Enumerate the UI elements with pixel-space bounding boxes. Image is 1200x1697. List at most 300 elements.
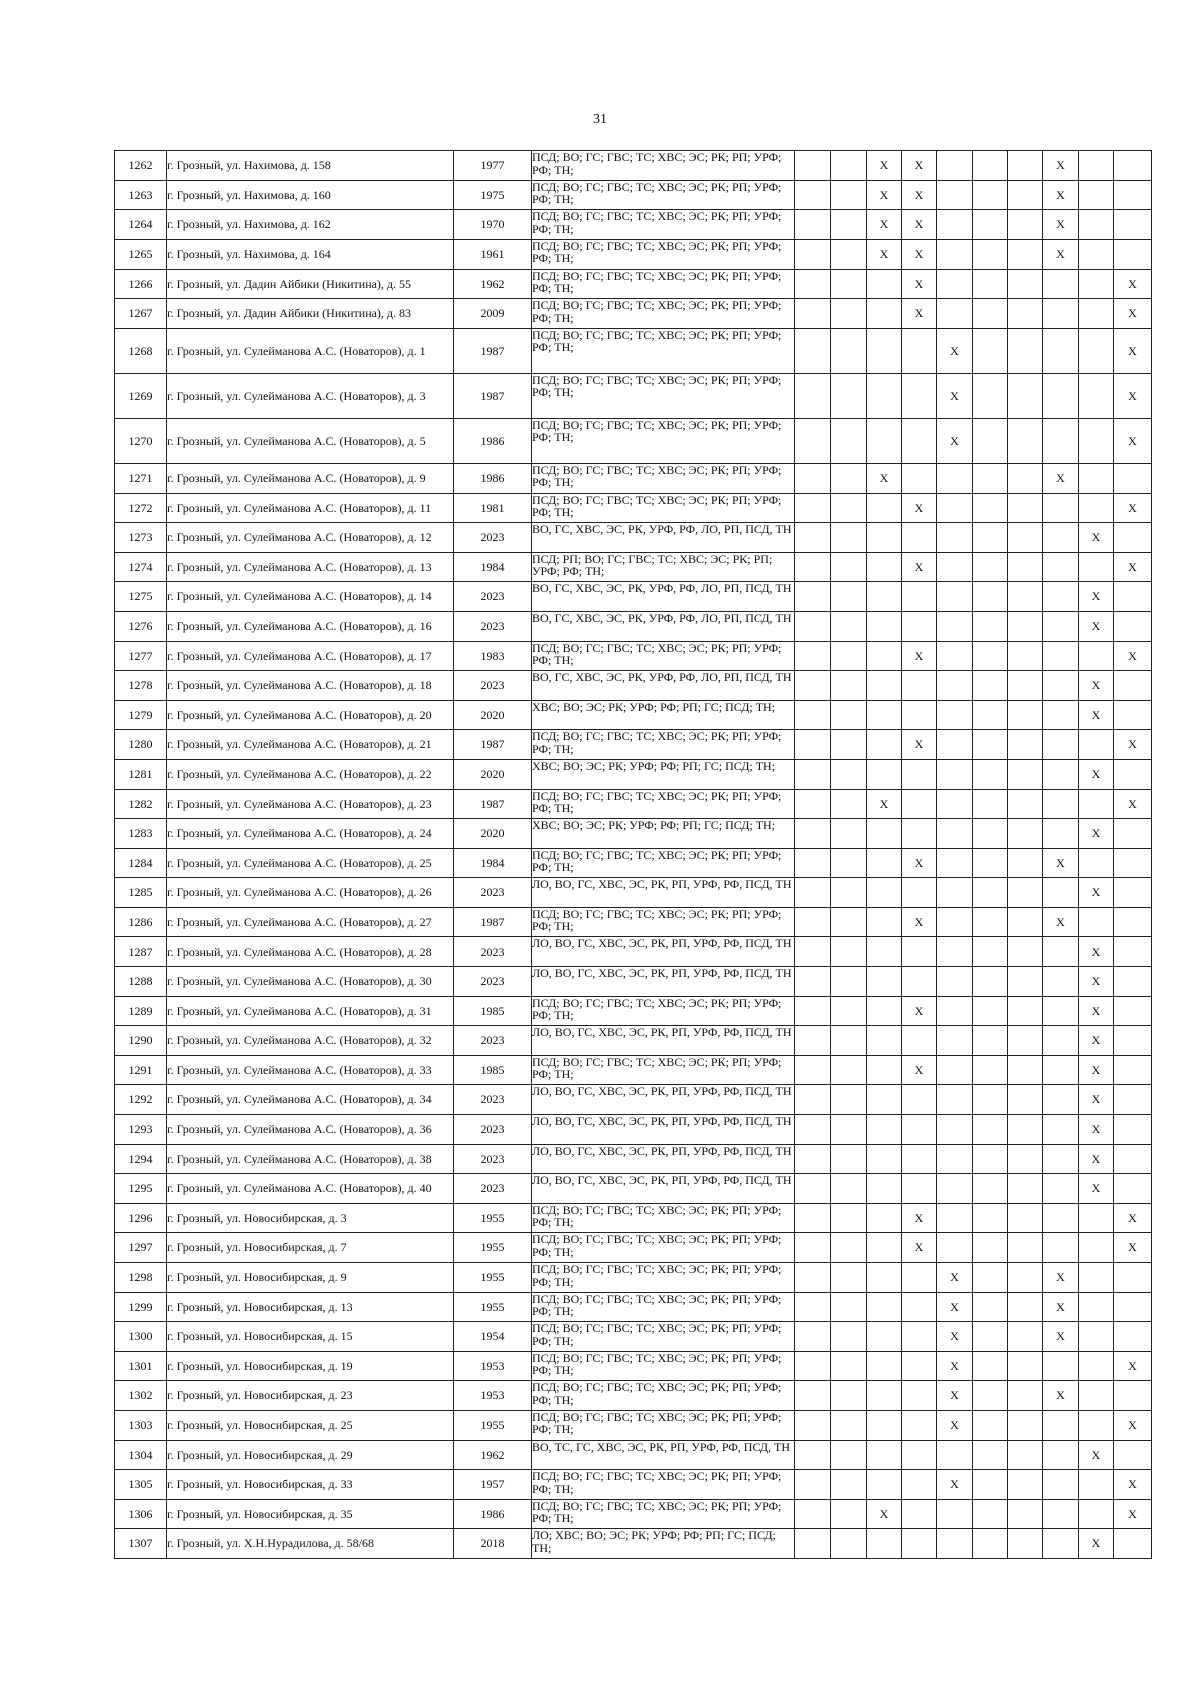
year-cell: 1962 bbox=[454, 269, 532, 299]
mark-cell bbox=[1079, 269, 1114, 299]
mark-cell bbox=[902, 1351, 937, 1381]
address-cell: г. Грозный, ул. Сулейманова А.С. (Новаторов), д. 23 bbox=[167, 789, 454, 819]
mark-cell: X bbox=[1079, 819, 1114, 849]
mark-cell bbox=[867, 730, 902, 760]
mark-cell: X bbox=[1079, 937, 1114, 967]
works-list-cell: ПСД; ВО; ГС; ГВС; ТС; ХВС; ЭС; РК; РП; УРФ; РФ; ТН; bbox=[532, 418, 795, 463]
mark-cell bbox=[795, 1440, 831, 1470]
mark-cell bbox=[1114, 523, 1152, 553]
mark-cell bbox=[867, 1322, 902, 1352]
table-row bbox=[115, 493, 1152, 523]
mark-cell bbox=[795, 1351, 831, 1381]
mark-cell: X bbox=[937, 1410, 973, 1440]
mark-cell bbox=[1043, 373, 1079, 418]
mark-cell bbox=[902, 1499, 937, 1529]
mark-cell bbox=[973, 210, 1008, 240]
works-list-cell: ПСД; ВО; ГС; ГВС; ТС; ХВС; ЭС; РК; РП; УРФ; РФ; ТН; bbox=[532, 789, 795, 819]
mark-cell bbox=[1079, 373, 1114, 418]
mark-cell bbox=[1043, 1055, 1079, 1085]
mark-cell bbox=[902, 819, 937, 849]
mark-cell bbox=[795, 418, 831, 463]
mark-cell bbox=[795, 730, 831, 760]
mark-cell bbox=[902, 373, 937, 418]
mark-cell: X bbox=[902, 1055, 937, 1085]
table-row bbox=[115, 418, 1152, 463]
mark-cell bbox=[937, 299, 973, 329]
mark-cell bbox=[867, 1351, 902, 1381]
table-row bbox=[115, 819, 1152, 849]
address-cell: г. Грозный, ул. Сулейманова А.С. (Новаторов), д. 32 bbox=[167, 1026, 454, 1056]
table-row bbox=[115, 878, 1152, 908]
mark-cell: X bbox=[902, 299, 937, 329]
address-cell: г. Грозный, ул. Сулейманова А.С. (Новаторов), д. 34 bbox=[167, 1085, 454, 1115]
mark-cell bbox=[795, 1144, 831, 1174]
mark-cell bbox=[831, 1529, 867, 1559]
mark-cell bbox=[1008, 582, 1043, 612]
mark-cell bbox=[973, 611, 1008, 641]
row-number-cell: 1280 bbox=[115, 730, 167, 760]
mark-cell: X bbox=[1079, 1055, 1114, 1085]
mark-cell: X bbox=[1079, 1440, 1114, 1470]
mark-cell bbox=[1008, 1055, 1043, 1085]
row-number-cell: 1264 bbox=[115, 210, 167, 240]
mark-cell bbox=[795, 789, 831, 819]
works-list-cell: ПСД; ВО; ГС; ГВС; ТС; ХВС; ЭС; РК; РП; УРФ; РФ; ТН; bbox=[532, 151, 795, 181]
mark-cell bbox=[1079, 1410, 1114, 1440]
address-cell: г. Грозный, ул. Новосибирская, д. 3 bbox=[167, 1203, 454, 1233]
address-cell: г. Грозный, ул. Сулейманова А.С. (Новаторов), д. 31 bbox=[167, 996, 454, 1026]
year-cell: 1962 bbox=[454, 1440, 532, 1470]
mark-cell bbox=[1043, 730, 1079, 760]
year-cell: 1961 bbox=[454, 239, 532, 269]
table-row bbox=[115, 1322, 1152, 1352]
table-row bbox=[115, 996, 1152, 1026]
mark-cell bbox=[1043, 611, 1079, 641]
works-list-cell: ЛО; ХВС; ВО; ЭС; РК; УРФ; РФ; РП; ГС; ПСД; ТН; bbox=[532, 1529, 795, 1559]
mark-cell bbox=[1114, 210, 1152, 240]
mark-cell: X bbox=[902, 180, 937, 210]
address-cell: г. Грозный, ул. Новосибирская, д. 15 bbox=[167, 1322, 454, 1352]
mark-cell bbox=[1079, 180, 1114, 210]
mark-cell: X bbox=[1114, 789, 1152, 819]
mark-cell bbox=[937, 671, 973, 701]
mark-cell bbox=[1008, 1381, 1043, 1411]
mark-cell bbox=[1079, 151, 1114, 181]
row-number-cell: 1283 bbox=[115, 819, 167, 849]
mark-cell: X bbox=[1043, 907, 1079, 937]
address-cell: г. Грозный, ул. Новосибирская, д. 35 bbox=[167, 1499, 454, 1529]
mark-cell bbox=[937, 180, 973, 210]
mark-cell bbox=[1114, 878, 1152, 908]
mark-cell bbox=[795, 848, 831, 878]
mark-cell bbox=[1008, 1203, 1043, 1233]
mark-cell bbox=[973, 373, 1008, 418]
works-list-cell: ЛО, ВО, ГС, ХВС, ЭС, РК, РП, УРФ, РФ, ПСД, ТН bbox=[532, 937, 795, 967]
mark-cell bbox=[1114, 819, 1152, 849]
mark-cell bbox=[1079, 299, 1114, 329]
table-row bbox=[115, 1233, 1152, 1263]
mark-cell bbox=[1114, 463, 1152, 493]
mark-cell bbox=[831, 1292, 867, 1322]
mark-cell bbox=[1008, 151, 1043, 181]
mark-cell bbox=[1008, 1263, 1043, 1293]
mark-cell bbox=[1008, 1440, 1043, 1470]
mark-cell bbox=[1008, 1470, 1043, 1500]
works-list-cell: ПСД; ВО; ГС; ГВС; ТС; ХВС; ЭС; РК; РП; УРФ; РФ; ТН; bbox=[532, 1322, 795, 1352]
mark-cell bbox=[1043, 1174, 1079, 1204]
mark-cell bbox=[795, 1381, 831, 1411]
mark-cell bbox=[867, 700, 902, 730]
mark-cell bbox=[795, 523, 831, 553]
mark-cell bbox=[831, 463, 867, 493]
mark-cell bbox=[1114, 671, 1152, 701]
mark-cell bbox=[831, 1470, 867, 1500]
year-cell: 2023 bbox=[454, 1085, 532, 1115]
mark-cell: X bbox=[1114, 299, 1152, 329]
mark-cell bbox=[902, 611, 937, 641]
works-list-cell: ЛО, ВО, ГС, ХВС, ЭС, РК, РП, УРФ, РФ, ПСД, ТН bbox=[532, 967, 795, 997]
mark-cell: X bbox=[1079, 1529, 1114, 1559]
mark-cell bbox=[1043, 1470, 1079, 1500]
mark-cell bbox=[1008, 1085, 1043, 1115]
mark-cell bbox=[973, 1470, 1008, 1500]
table-row bbox=[115, 299, 1152, 329]
mark-cell bbox=[795, 878, 831, 908]
mark-cell bbox=[902, 878, 937, 908]
mark-cell bbox=[937, 996, 973, 1026]
works-list-cell: ХВС; ВО; ЭС; РК; УРФ; РФ; РП; ГС; ПСД; ТН; bbox=[532, 700, 795, 730]
mark-cell bbox=[937, 1233, 973, 1263]
mark-cell bbox=[1043, 523, 1079, 553]
mark-cell bbox=[795, 269, 831, 299]
row-number-cell: 1266 bbox=[115, 269, 167, 299]
mark-cell: X bbox=[1114, 269, 1152, 299]
year-cell: 2023 bbox=[454, 1174, 532, 1204]
mark-cell bbox=[831, 1351, 867, 1381]
mark-cell bbox=[867, 1292, 902, 1322]
mark-cell bbox=[1008, 373, 1043, 418]
mark-cell bbox=[973, 299, 1008, 329]
mark-cell bbox=[937, 463, 973, 493]
table-row bbox=[115, 641, 1152, 671]
table-row bbox=[115, 700, 1152, 730]
mark-cell bbox=[1043, 582, 1079, 612]
mark-cell bbox=[795, 552, 831, 582]
table-row bbox=[115, 1440, 1152, 1470]
address-cell: г. Грозный, ул. Новосибирская, д. 33 bbox=[167, 1470, 454, 1500]
mark-cell bbox=[867, 1203, 902, 1233]
mark-cell bbox=[867, 523, 902, 553]
mark-cell bbox=[795, 1115, 831, 1145]
mark-cell bbox=[795, 967, 831, 997]
mark-cell bbox=[1043, 789, 1079, 819]
mark-cell bbox=[1043, 328, 1079, 373]
mark-cell bbox=[1043, 1233, 1079, 1263]
mark-cell bbox=[902, 700, 937, 730]
mark-cell bbox=[973, 907, 1008, 937]
mark-cell bbox=[1114, 1292, 1152, 1322]
mark-cell bbox=[937, 269, 973, 299]
address-cell: г. Грозный, ул. Сулейманова А.С. (Новаторов), д. 18 bbox=[167, 671, 454, 701]
mark-cell: X bbox=[1043, 239, 1079, 269]
mark-cell bbox=[1008, 418, 1043, 463]
mark-cell bbox=[937, 582, 973, 612]
address-cell: г. Грозный, ул. Дадин Айбики (Никитина), д. 83 bbox=[167, 299, 454, 329]
mark-cell bbox=[831, 671, 867, 701]
mark-cell bbox=[795, 180, 831, 210]
address-cell: г. Грозный, ул. Сулейманова А.С. (Новаторов), д. 25 bbox=[167, 848, 454, 878]
works-list-cell: ПСД; ВО; ГС; ГВС; ТС; ХВС; ЭС; РК; РП; УРФ; РФ; ТН; bbox=[532, 493, 795, 523]
address-cell: г. Грозный, ул. Новосибирская, д. 23 bbox=[167, 1381, 454, 1411]
mark-cell bbox=[831, 523, 867, 553]
mark-cell bbox=[831, 1174, 867, 1204]
address-cell: г. Грозный, ул. Новосибирская, д. 13 bbox=[167, 1292, 454, 1322]
row-number-cell: 1265 bbox=[115, 239, 167, 269]
mark-cell bbox=[867, 328, 902, 373]
mark-cell bbox=[937, 700, 973, 730]
address-cell: г. Грозный, ул. Нахимова, д. 164 bbox=[167, 239, 454, 269]
address-cell: г. Грозный, ул. Нахимова, д. 162 bbox=[167, 210, 454, 240]
works-list-cell: ПСД; ВО; ГС; ГВС; ТС; ХВС; ЭС; РК; РП; УРФ; РФ; ТН; bbox=[532, 730, 795, 760]
mark-cell bbox=[902, 1026, 937, 1056]
works-list-cell: ХВС; ВО; ЭС; РК; УРФ; РФ; РП; ГС; ПСД; ТН; bbox=[532, 759, 795, 789]
mark-cell bbox=[1079, 1322, 1114, 1352]
mark-cell bbox=[973, 1144, 1008, 1174]
mark-cell bbox=[831, 1203, 867, 1233]
mark-cell bbox=[902, 1470, 937, 1500]
mark-cell: X bbox=[1114, 730, 1152, 760]
table-row bbox=[115, 1381, 1152, 1411]
address-cell: г. Грозный, ул. Нахимова, д. 160 bbox=[167, 180, 454, 210]
mark-cell bbox=[795, 1322, 831, 1352]
works-list-cell: ПСД; ВО; ГС; ГВС; ТС; ХВС; ЭС; РК; РП; УРФ; РФ; ТН; bbox=[532, 848, 795, 878]
mark-cell bbox=[795, 210, 831, 240]
mark-cell bbox=[973, 151, 1008, 181]
mark-cell: X bbox=[902, 907, 937, 937]
row-number-cell: 1285 bbox=[115, 878, 167, 908]
row-number-cell: 1287 bbox=[115, 937, 167, 967]
mark-cell: X bbox=[867, 789, 902, 819]
mark-cell bbox=[831, 1055, 867, 1085]
table-row bbox=[115, 269, 1152, 299]
year-cell: 2023 bbox=[454, 611, 532, 641]
mark-cell: X bbox=[1114, 1203, 1152, 1233]
mark-cell: X bbox=[867, 463, 902, 493]
mark-cell bbox=[1114, 180, 1152, 210]
mark-cell bbox=[902, 1381, 937, 1411]
mark-cell bbox=[1008, 1174, 1043, 1204]
mark-cell bbox=[831, 1233, 867, 1263]
mark-cell bbox=[1079, 463, 1114, 493]
address-cell: г. Грозный, ул. Нахимова, д. 158 bbox=[167, 151, 454, 181]
mark-cell bbox=[1008, 180, 1043, 210]
row-number-cell: 1293 bbox=[115, 1115, 167, 1145]
table-row bbox=[115, 1144, 1152, 1174]
works-list-cell: ПСД; ВО; ГС; ГВС; ТС; ХВС; ЭС; РК; РП; УРФ; РФ; ТН; bbox=[532, 299, 795, 329]
mark-cell bbox=[1114, 1055, 1152, 1085]
mark-cell: X bbox=[1114, 641, 1152, 671]
year-cell: 1955 bbox=[454, 1263, 532, 1293]
mark-cell bbox=[795, 328, 831, 373]
mark-cell bbox=[1008, 463, 1043, 493]
row-number-cell: 1276 bbox=[115, 611, 167, 641]
mark-cell bbox=[867, 1115, 902, 1145]
mark-cell bbox=[795, 1529, 831, 1559]
mark-cell bbox=[1008, 1115, 1043, 1145]
mark-cell bbox=[831, 907, 867, 937]
year-cell: 1953 bbox=[454, 1351, 532, 1381]
mark-cell bbox=[1043, 552, 1079, 582]
mark-cell: X bbox=[1079, 1085, 1114, 1115]
mark-cell bbox=[937, 789, 973, 819]
mark-cell: X bbox=[937, 1322, 973, 1352]
table-row bbox=[115, 523, 1152, 553]
row-number-cell: 1272 bbox=[115, 493, 167, 523]
table-row bbox=[115, 463, 1152, 493]
mark-cell bbox=[937, 878, 973, 908]
year-cell: 2020 bbox=[454, 819, 532, 849]
address-cell: г. Грозный, ул. Сулейманова А.С. (Новаторов), д. 22 bbox=[167, 759, 454, 789]
mark-cell bbox=[937, 641, 973, 671]
mark-cell bbox=[1043, 700, 1079, 730]
works-list-cell: ПСД; ВО; ГС; ГВС; ТС; ХВС; ЭС; РК; РП; УРФ; РФ; ТН; bbox=[532, 1233, 795, 1263]
mark-cell: X bbox=[1114, 1351, 1152, 1381]
mark-cell bbox=[973, 1410, 1008, 1440]
mark-cell bbox=[1008, 299, 1043, 329]
mark-cell bbox=[973, 180, 1008, 210]
mark-cell bbox=[973, 1292, 1008, 1322]
address-cell: г. Грозный, ул. Сулейманова А.С. (Новаторов), д. 1 bbox=[167, 328, 454, 373]
mark-cell bbox=[973, 848, 1008, 878]
mark-cell bbox=[902, 328, 937, 373]
mark-cell: X bbox=[1114, 418, 1152, 463]
address-cell: г. Грозный, ул. Сулейманова А.С. (Новаторов), д. 38 bbox=[167, 1144, 454, 1174]
mark-cell bbox=[973, 582, 1008, 612]
year-cell: 1955 bbox=[454, 1292, 532, 1322]
mark-cell bbox=[867, 299, 902, 329]
row-number-cell: 1300 bbox=[115, 1322, 167, 1352]
mark-cell bbox=[1079, 730, 1114, 760]
mark-cell bbox=[973, 819, 1008, 849]
mark-cell bbox=[973, 1055, 1008, 1085]
mark-cell bbox=[1008, 1292, 1043, 1322]
mark-cell: X bbox=[937, 1263, 973, 1293]
works-list-cell: ПСД; ВО; ГС; ГВС; ТС; ХВС; ЭС; РК; РП; УРФ; РФ; ТН; bbox=[532, 996, 795, 1026]
mark-cell bbox=[1008, 552, 1043, 582]
mark-cell bbox=[831, 239, 867, 269]
address-cell: г. Грозный, ул. Сулейманова А.С. (Новаторов), д. 11 bbox=[167, 493, 454, 523]
year-cell: 1981 bbox=[454, 493, 532, 523]
mark-cell bbox=[867, 1529, 902, 1559]
mark-cell bbox=[831, 328, 867, 373]
mark-cell bbox=[973, 1351, 1008, 1381]
mark-cell bbox=[973, 1322, 1008, 1352]
mark-cell bbox=[973, 878, 1008, 908]
mark-cell: X bbox=[1043, 1263, 1079, 1293]
mark-cell bbox=[1043, 269, 1079, 299]
row-number-cell: 1281 bbox=[115, 759, 167, 789]
mark-cell bbox=[831, 1440, 867, 1470]
address-cell: г. Грозный, ул. Сулейманова А.С. (Новаторов), д. 5 bbox=[167, 418, 454, 463]
row-number-cell: 1302 bbox=[115, 1381, 167, 1411]
mark-cell bbox=[1043, 937, 1079, 967]
year-cell: 1977 bbox=[454, 151, 532, 181]
works-list-cell: ПСД; ВО; ГС; ГВС; ТС; ХВС; ЭС; РК; РП; УРФ; РФ; ТН; bbox=[532, 180, 795, 210]
mark-cell bbox=[1008, 848, 1043, 878]
mark-cell bbox=[831, 819, 867, 849]
mark-cell bbox=[902, 1529, 937, 1559]
mark-cell bbox=[867, 641, 902, 671]
mark-cell bbox=[973, 759, 1008, 789]
mark-cell bbox=[973, 418, 1008, 463]
year-cell: 2020 bbox=[454, 759, 532, 789]
mark-cell: X bbox=[1114, 1470, 1152, 1500]
row-number-cell: 1296 bbox=[115, 1203, 167, 1233]
year-cell: 1954 bbox=[454, 1322, 532, 1352]
mark-cell bbox=[973, 328, 1008, 373]
mark-cell bbox=[902, 1410, 937, 1440]
mark-cell bbox=[831, 789, 867, 819]
row-number-cell: 1292 bbox=[115, 1085, 167, 1115]
mark-cell: X bbox=[902, 210, 937, 240]
mark-cell bbox=[1043, 967, 1079, 997]
mark-cell bbox=[1008, 789, 1043, 819]
mark-cell bbox=[937, 907, 973, 937]
row-number-cell: 1299 bbox=[115, 1292, 167, 1322]
table-row bbox=[115, 671, 1152, 701]
works-list-cell: ПСД; ВО; ГС; ГВС; ТС; ХВС; ЭС; РК; РП; УРФ; РФ; ТН; bbox=[532, 1381, 795, 1411]
address-cell: г. Грозный, ул. Сулейманова А.С. (Новаторов), д. 28 bbox=[167, 937, 454, 967]
address-cell: г. Грозный, ул. Сулейманова А.С. (Новаторов), д. 9 bbox=[167, 463, 454, 493]
row-number-cell: 1277 bbox=[115, 641, 167, 671]
year-cell: 2023 bbox=[454, 878, 532, 908]
mark-cell bbox=[831, 848, 867, 878]
mark-cell bbox=[795, 996, 831, 1026]
table-row bbox=[115, 1263, 1152, 1293]
year-cell: 2023 bbox=[454, 671, 532, 701]
mark-cell bbox=[1008, 493, 1043, 523]
address-cell: г. Грозный, ул. Сулейманова А.С. (Новаторов), д. 17 bbox=[167, 641, 454, 671]
table-row bbox=[115, 611, 1152, 641]
year-cell: 2023 bbox=[454, 1144, 532, 1174]
works-list-cell: ВО, ГС, ХВС, ЭС, РК, УРФ, РФ, ЛО, РП, ПСД, ТН bbox=[532, 671, 795, 701]
year-cell: 2023 bbox=[454, 523, 532, 553]
mark-cell bbox=[973, 1115, 1008, 1145]
table-row bbox=[115, 967, 1152, 997]
mark-cell: X bbox=[867, 210, 902, 240]
table-row bbox=[115, 582, 1152, 612]
mark-cell bbox=[1114, 151, 1152, 181]
year-cell: 1955 bbox=[454, 1410, 532, 1440]
works-list-cell: ПСД; ВО; ГС; ГВС; ТС; ХВС; ЭС; РК; РП; УРФ; РФ; ТН; bbox=[532, 641, 795, 671]
mark-cell bbox=[1114, 1144, 1152, 1174]
mark-cell bbox=[867, 582, 902, 612]
table-row bbox=[115, 1055, 1152, 1085]
address-cell: г. Грозный, ул. Сулейманова А.С. (Новаторов), д. 24 bbox=[167, 819, 454, 849]
mark-cell bbox=[1114, 1085, 1152, 1115]
mark-cell bbox=[795, 1055, 831, 1085]
mark-cell bbox=[973, 937, 1008, 967]
mark-cell: X bbox=[1043, 1292, 1079, 1322]
year-cell: 1987 bbox=[454, 328, 532, 373]
table-row bbox=[115, 210, 1152, 240]
row-number-cell: 1274 bbox=[115, 552, 167, 582]
address-cell: г. Грозный, ул. Сулейманова А.С. (Новаторов), д. 40 bbox=[167, 1174, 454, 1204]
works-list-cell: ПСД; ВО; ГС; ГВС; ТС; ХВС; ЭС; РК; РП; УРФ; РФ; ТН; bbox=[532, 328, 795, 373]
year-cell: 1987 bbox=[454, 730, 532, 760]
mark-cell bbox=[867, 1410, 902, 1440]
mark-cell bbox=[1043, 299, 1079, 329]
